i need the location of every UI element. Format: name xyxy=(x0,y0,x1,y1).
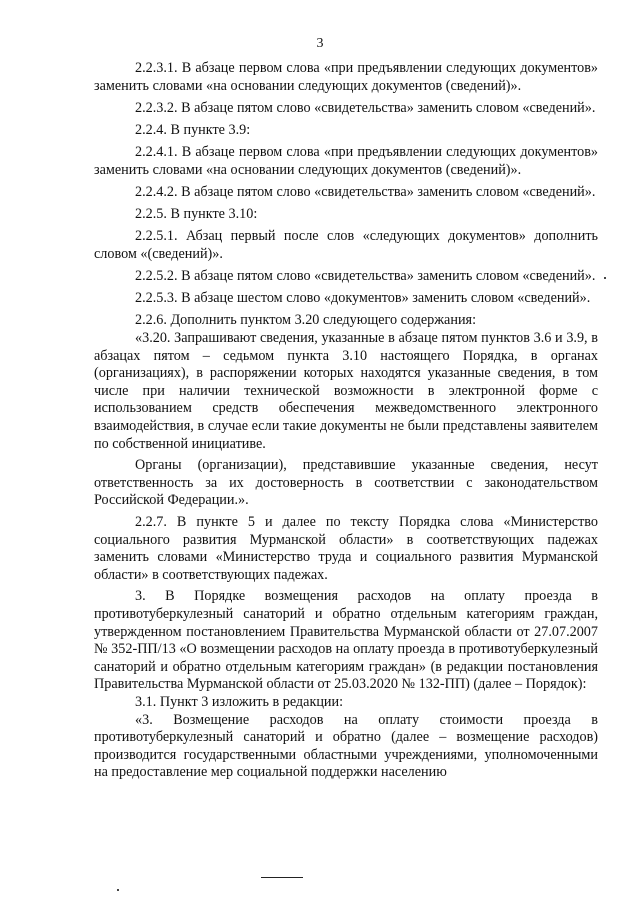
paragraph: 2.2.5. В пункте 3.10: xyxy=(135,206,258,223)
page-number: 3 xyxy=(316,36,324,51)
paragraph: 2.2.4. В пункте 3.9: xyxy=(135,121,251,138)
paragraph: 2.2.3.1. В абзаце первом слова «при предъявлении следующих документов» заменить словами «на основании следующих документов (сведений)». xyxy=(94,60,598,94)
scan-speck xyxy=(117,889,119,891)
paragraph: 3.1. Пункт 3 изложить в редакции: xyxy=(135,693,344,710)
paragraph: 2.2.5.3. В абзаце шестом слово «документов» заменить словом «сведений». xyxy=(135,290,591,307)
paragraph: Органы (организации), представившие указанные сведения, несут ответственность за их достоверность в соответствии с законодательством Российской Федерации.». xyxy=(94,457,598,509)
paragraph: 2.2.5.2. В абзаце пятом слово «свидетельства» заменить словом «сведений». xyxy=(135,268,596,285)
paragraph: 2.2.4.1. В абзаце первом слова «при предъявлении следующих документов» заменить словами «на основании следующих документов (сведений)». xyxy=(94,144,598,178)
paragraph: «3. Возмещение расходов на оплату стоимости проезда в противотуберкулезный санаторий и обратно (далее – возмещение расходов) производится государственными областными учреждениями, уполномоченными на предоставление мер социальной поддержки населению xyxy=(94,711,598,781)
paragraph: «3.20. Запрашивают сведения, указанные в абзаце пятом пунктов 3.6 и 3.9, в абзацах пятом – седьмом пункта 3.10 настоящего Порядка, в органах (организациях), в распоряжении которых находятся указанные сведения, в том числе при наличии технической возможности в электронной форме с использованием средств обеспечения межведомственного электронного взаимодействия, в случае если такие документы не были представлены заявителем по собственной инициативе. xyxy=(94,330,598,452)
paragraph: 2.2.3.2. В абзаце пятом слово «свидетельства» заменить словом «сведений». xyxy=(135,99,596,116)
paragraph: 2.2.6. Дополнить пунктом 3.20 следующего содержания: xyxy=(135,312,477,329)
footer-rule xyxy=(261,877,303,878)
paragraph: 2.2.7. В пункте 5 и далее по тексту Порядка слова «Министерство социального развития Мурманской области» в соответствующих падежах заменить словами «Министерство труда и социального развития Мурманской области» в соответствующих падежах. xyxy=(94,514,598,583)
paragraph: 2.2.4.2. В абзаце пятом слово «свидетельства» заменить словом «сведений». xyxy=(135,183,596,200)
document-body xyxy=(94,60,598,782)
scan-speck xyxy=(604,277,606,279)
paragraph: 2.2.5.1. Абзац первый после слов «следующих документов» дополнить словом «(сведений)». xyxy=(94,228,598,262)
paragraph: 3. В Порядке возмещения расходов на оплату проезда в противотуберкулезный санаторий и обратно отдельным категориям граждан, утвержденном постановлением Правительства Мурманской области от 27.07.2007 № 352-ПП/13 «О возмещении расходов на оплату проезда в противотуберкулезный санаторий и обратно отдельным категориям граждан» (в редакции постановления Правительства Мурманской области от 25.03.2020 № 132-ПП) (далее – Порядок): xyxy=(94,588,598,693)
